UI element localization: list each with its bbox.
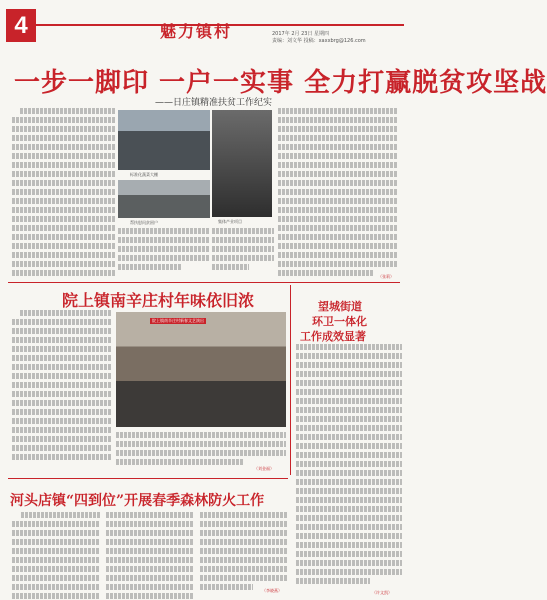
date-line: 2017年 2月 23日 星期四 (272, 31, 330, 37)
story3-divider (290, 285, 291, 475)
story3-text-col (296, 344, 402, 594)
story3-headline-2: 环卫一体化 (312, 315, 367, 328)
story3-headline-1: 望城街道 (318, 300, 362, 313)
story2-photo-stage (116, 312, 286, 427)
story2-byline: （刘金福） (254, 466, 274, 471)
story1-subheadline: ——日庄镇精准扶贫工作纪实 (155, 98, 273, 108)
story4-text-col1 (12, 512, 100, 598)
story4-headline: 河头店镇“四到位”开展春季森林防火工作 (10, 493, 265, 509)
story4-byline: （李晓燕） (262, 588, 282, 593)
story1-text-col4 (278, 108, 398, 278)
story1-headline: 一步一脚印 一户一实事 全力打赢脱贫攻坚战 (14, 68, 547, 98)
story3-byline: （许文凯） (372, 590, 392, 595)
story1-photo1-caption: 标准化蔬菜大棚 (130, 172, 158, 177)
editor-line: 责编：刘文华 投稿：xaxxbrg@126.com (272, 38, 366, 44)
page-number: 4 (6, 9, 36, 42)
page-header (0, 0, 409, 46)
story2-text-col1 (12, 310, 112, 470)
story1-photo3-caption: 集体产业项目 (218, 219, 242, 224)
section-title: 魅力镇村 (160, 22, 233, 41)
story2-photo-banner: 院上镇南辛庄村新春文艺演出 (152, 318, 204, 323)
story1-photo-village (118, 180, 210, 218)
story1-photo-greenhouse (118, 110, 210, 170)
story1-text-col3 (212, 228, 274, 278)
story4-text-col3 (200, 512, 288, 598)
story1-text-col2 (118, 228, 210, 278)
story2-headline: 院上镇南辛庄村年味依旧浓 (62, 291, 255, 310)
story1-photo-visit (212, 110, 272, 217)
story4-text-col2 (106, 512, 194, 598)
story1-photo2-caption: 帮扶慰问贫困户 (130, 220, 158, 225)
story3-headline-3: 工作成效显著 (300, 330, 366, 343)
divider-2 (8, 478, 288, 479)
divider-1 (8, 282, 400, 283)
story1-byline: （张莉） (378, 274, 394, 279)
story1-text-col1 (12, 108, 115, 278)
